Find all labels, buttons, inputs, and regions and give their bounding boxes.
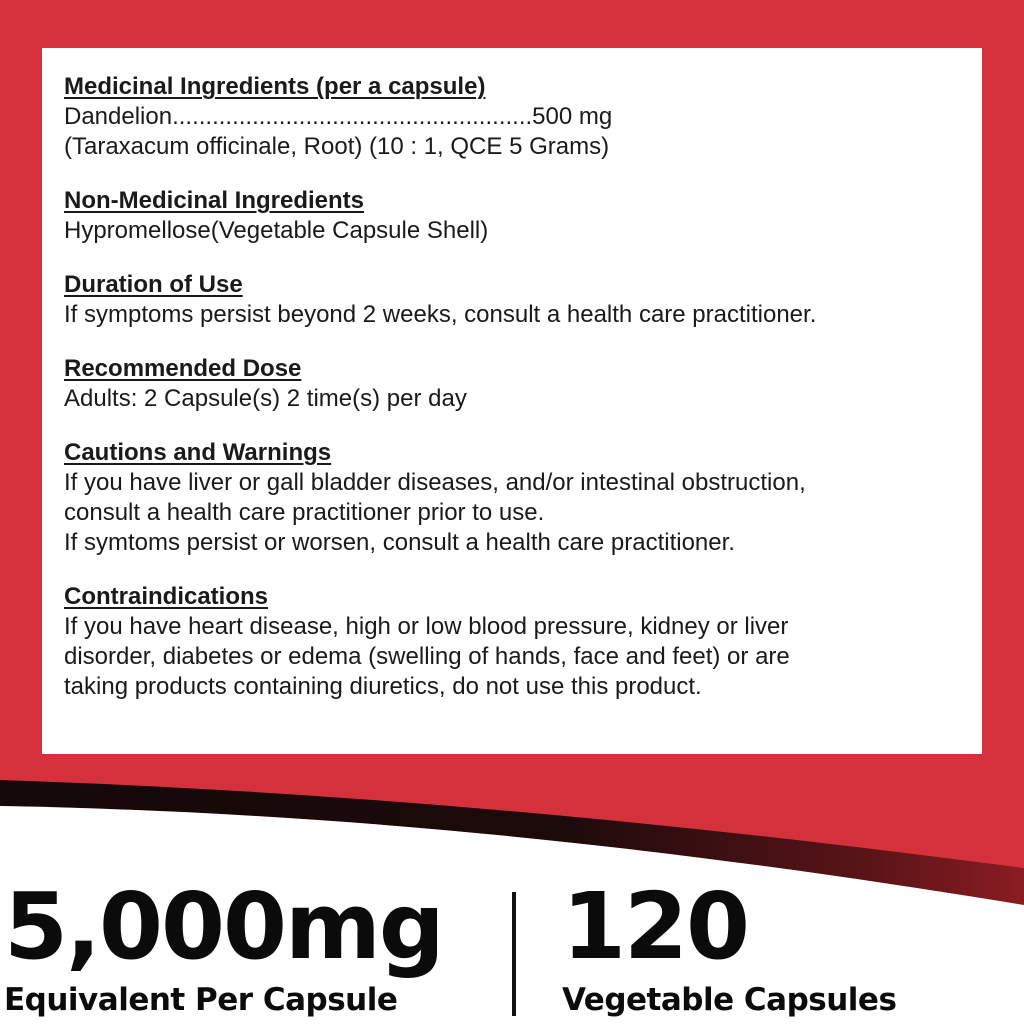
section-text-line: Hypromellose(Vegetable Capsule Shell) <box>64 217 489 244</box>
stats-divider <box>512 892 516 1016</box>
section-heading: Cautions and Warnings <box>64 439 332 466</box>
dose-value: 5,000mg <box>4 873 443 980</box>
section-text-line: disorder, diabetes or edema (swelling of hands, face and feet) or are <box>64 643 790 670</box>
section-text-line: consult a health care practitioner prior to use. <box>64 499 545 526</box>
section-heading: Duration of Use <box>64 271 243 298</box>
dose-stat <box>4 873 443 1018</box>
section-heading: Contraindications <box>64 583 269 610</box>
section-text-line: If you have liver or gall bladder diseases, and/or intestinal obstruction, <box>64 469 806 496</box>
info-section <box>64 186 960 246</box>
section-text-line: Dandelion......................................................500 mg <box>64 103 613 130</box>
capsule-count-value: 120 <box>562 873 749 980</box>
info-section <box>64 438 960 558</box>
section-heading: Recommended Dose <box>64 355 302 382</box>
info-sections <box>64 72 960 702</box>
section-text-line: If you have heart disease, high or low blood pressure, kidney or liver <box>64 613 789 640</box>
info-section <box>64 270 960 330</box>
section-text-line: If symptoms persist beyond 2 weeks, consult a health care practitioner. <box>64 301 817 328</box>
info-section <box>64 582 960 702</box>
section-text-line: If symtoms persist or worsen, consult a health care practitioner. <box>64 529 735 556</box>
dose-caption: Equivalent Per Capsule <box>4 982 398 1018</box>
capsule-count-stat <box>562 873 897 1018</box>
section-heading: Non-Medicinal Ingredients <box>64 187 365 214</box>
section-text-line: (Taraxacum officinale, Root) (10 : 1, QCE 5 Grams) <box>64 133 610 160</box>
section-text-line: Adults: 2 Capsule(s) 2 time(s) per day <box>64 385 467 412</box>
info-section <box>64 72 960 162</box>
capsule-count-caption: Vegetable Capsules <box>562 982 897 1018</box>
section-text-line: taking products containing diuretics, do not use this product. <box>64 673 702 700</box>
ingredients-panel <box>42 48 982 754</box>
section-heading: Medicinal Ingredients (per a capsule) <box>64 73 486 100</box>
info-section <box>64 354 960 414</box>
